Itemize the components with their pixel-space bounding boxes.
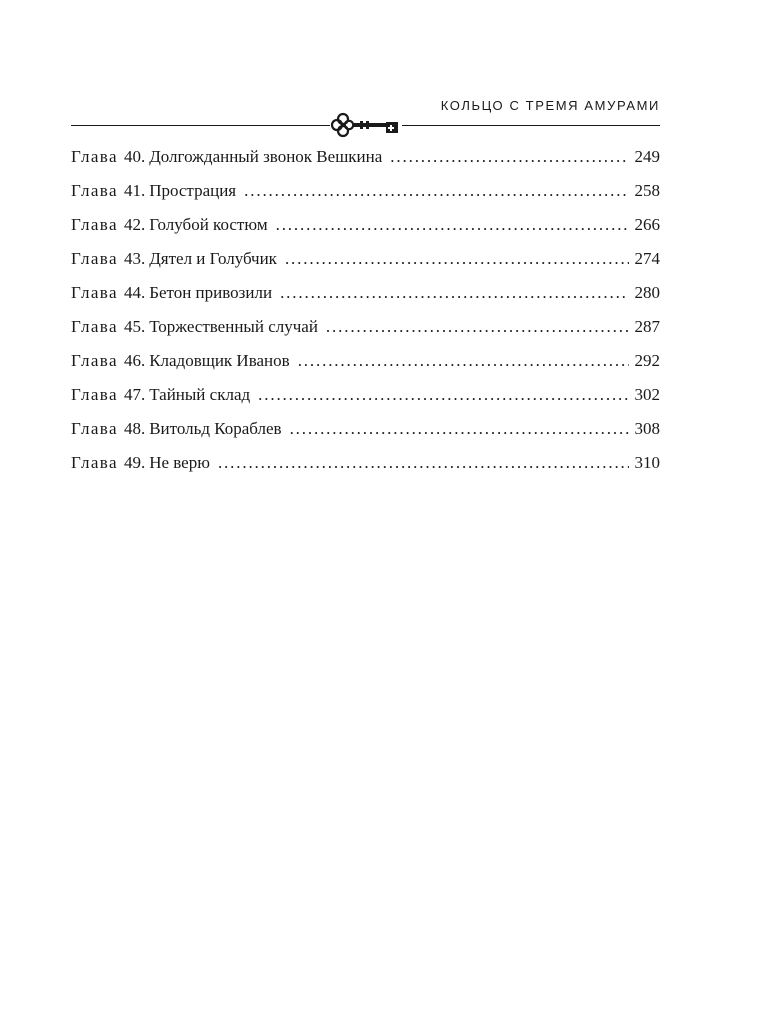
toc-leader-dots: [276, 212, 629, 238]
toc-entry-page: 302: [634, 385, 660, 404]
toc-entry-number: 40.: [123, 147, 146, 166]
toc-entry-number: 46.: [123, 351, 146, 370]
toc-entry-title: Не верю: [149, 453, 210, 472]
toc-entry-title: Кладовщик Иванов: [149, 351, 290, 370]
toc-entry-label: Глава: [71, 283, 118, 302]
toc-leader-dots: [285, 246, 629, 272]
toc-entry-label: Глава: [71, 351, 118, 370]
toc-entry-label: Глава: [71, 181, 118, 200]
toc-entry-label: Глава: [71, 317, 118, 336]
toc-entry-page: 249: [634, 147, 660, 166]
toc-leader-dots: [298, 348, 629, 374]
toc-entry-label: Глава: [71, 249, 118, 268]
toc-entry: [71, 144, 660, 178]
toc-entry: [71, 246, 660, 280]
toc-entry-number: 48.: [123, 419, 146, 438]
toc-leader-dots: [258, 382, 628, 408]
toc-leader-dots: [390, 144, 628, 170]
toc-entry: [71, 348, 660, 382]
toc-entry: [71, 314, 660, 348]
toc-entry-number: 45.: [123, 317, 146, 336]
toc-entry-title: Тайный склад: [149, 385, 251, 404]
toc-leader-dots: [290, 416, 629, 442]
key-icon: [330, 111, 402, 139]
toc-entry-number: 47.: [123, 385, 146, 404]
toc-leader-dots: [218, 450, 629, 476]
toc-entry-number: 41.: [123, 181, 146, 200]
toc-entry-page: 266: [634, 215, 660, 234]
toc-entry-number: 43.: [123, 249, 146, 268]
toc-entry-title: Торжественный случай: [149, 317, 318, 336]
toc-leader-dots: [280, 280, 628, 306]
toc-entry-label: Глава: [71, 215, 118, 234]
toc-entry: [71, 416, 660, 450]
toc-entry: [71, 382, 660, 416]
toc-leader-dots: [244, 178, 628, 204]
toc-entry-page: 280: [634, 283, 660, 302]
toc-entry-number: 42.: [123, 215, 146, 234]
toc-entry: [71, 212, 660, 246]
running-title: КОЛЬЦО С ТРЕМЯ АМУРАМИ: [440, 98, 660, 113]
toc-entry-page: 258: [634, 181, 660, 200]
toc-entry: [71, 450, 660, 484]
toc-entry-page: 292: [634, 351, 660, 370]
toc-entry: [71, 178, 660, 212]
toc-entry-title: Витольд Кораблев: [149, 419, 282, 438]
toc-entry-number: 49.: [123, 453, 146, 472]
toc-entry-title: Дятел и Голубчик: [149, 249, 277, 268]
toc-entry-number: 44.: [123, 283, 146, 302]
toc-entry-page: 308: [634, 419, 660, 438]
toc-leader-dots: [326, 314, 629, 340]
toc-entry: [71, 280, 660, 314]
toc-entry-page: 274: [634, 249, 660, 268]
toc-entry-label: Глава: [71, 419, 118, 438]
toc-entry-title: Прострация: [149, 181, 237, 200]
toc-entry-title: Долгожданный звонок Вешкина: [149, 147, 383, 166]
toc-entry-label: Глава: [71, 147, 118, 166]
toc-entry-page: 287: [634, 317, 660, 336]
toc-entry-label: Глава: [71, 453, 118, 472]
toc-entry-label: Глава: [71, 385, 118, 404]
table-of-contents: [71, 144, 660, 484]
toc-entry-title: Голубой костюм: [149, 215, 268, 234]
toc-entry-page: 310: [634, 453, 660, 472]
toc-entry-title: Бетон привозили: [149, 283, 273, 302]
